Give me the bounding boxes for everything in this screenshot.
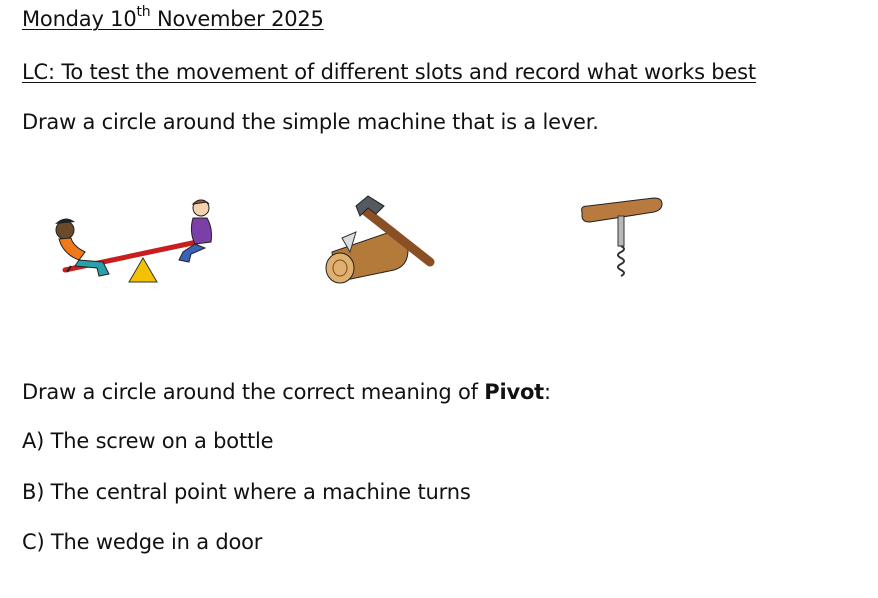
- corkscrew-illustration: [578, 192, 664, 286]
- pivot-keyword: Pivot: [484, 380, 545, 404]
- option-c: C) The wedge in a door: [22, 530, 263, 554]
- question-2-text: Draw a circle around the correct meaning of: [22, 380, 485, 404]
- option-a: A) The screw on a bottle: [22, 429, 274, 453]
- date-ordinal: th: [136, 4, 151, 20]
- learning-challenge: LC: To test the movement of different slots and record what works best: [22, 60, 756, 84]
- question-2: [22, 379, 551, 405]
- hammer-and-log-illustration: [320, 192, 440, 284]
- date-prefix: Monday 10: [22, 7, 137, 31]
- option-b: B) The central point where a machine turns: [22, 480, 471, 504]
- question-2-colon: :: [544, 380, 551, 404]
- seesaw-illustration: [45, 192, 225, 286]
- date-suffix: November 2025: [150, 7, 324, 31]
- question-1: Draw a circle around the simple machine that is a lever.: [22, 110, 599, 134]
- date-heading: [22, 6, 324, 32]
